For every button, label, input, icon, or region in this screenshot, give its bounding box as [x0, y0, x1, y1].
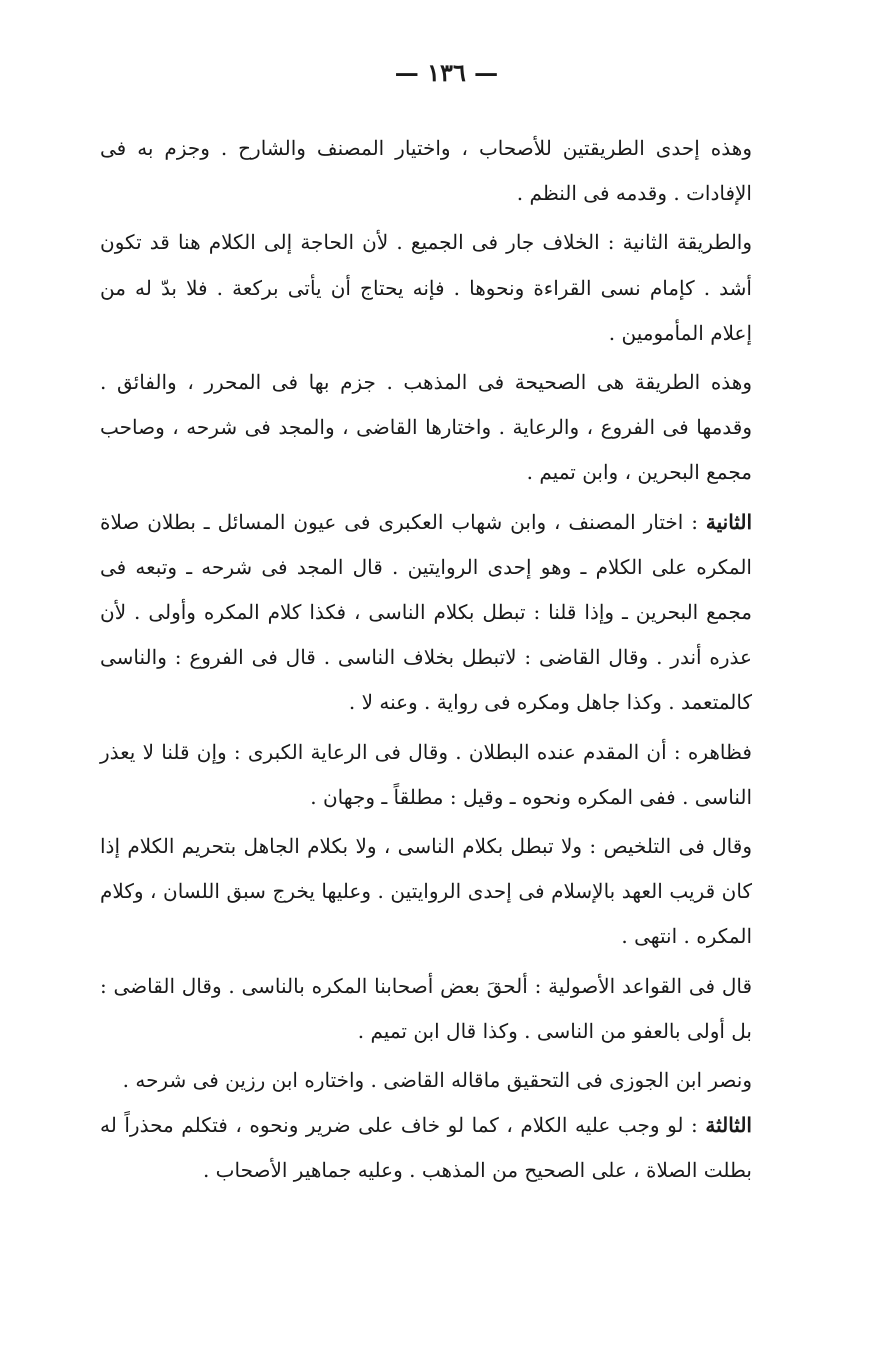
paragraph-6: وقال فى التلخيص : ولا تبطل بكلام الناسى ، ولا بكلام الجاهل بتحريم الكلام إذا كان قريب العهد بالإسلام فى إحدى الروايتين . وعليها يخرج سبق اللسان ، وكلام المكره . انتهى .	[100, 834, 752, 949]
paragraph-5: فظاهره : أن المقدم عنده البطلان . وقال فى الرعاية الكبرى : وإن قلنا لا يعذر الناسى . ففى المكره ونحوه ـ وقيل : مطلقاً ـ وجهان .	[100, 739, 752, 809]
paragraph-9-text: : لو وجب عليه الكلام ، كما لو خاف على ضرير ونحوه ، فتكلم محذراً له بطلت الصلاة ، على الصحيح من المذهب . وعليه جماهير الأصحاب .	[100, 1113, 752, 1183]
page-body	[100, 126, 752, 1194]
paragraph-7: قال فى القواعد الأصولية : ألحقَ بعض أصحابنا المكره بالناسى . وقال القاضى : بل أولى بالعفو من الناسى . وكذا قال ابن تميم .	[100, 973, 752, 1043]
paragraph-4	[100, 500, 752, 726]
paragraph-9	[100, 1103, 752, 1193]
section-lead-third: الثالثة	[705, 1113, 752, 1138]
paragraph-4-text: : اختار المصنف ، وابن شهاب العكبرى فى عيون المسائل ـ بطلان صلاة المكره على الكلام ـ وهو إحدى الروايتين . قال المجد فى شرحه ـ وتبعه فى مجمع البحرين ـ وإذا قلنا : تبطل بكلام الناسى ، فكذا كلام المكره وأولى . لأن عذره أندر . وقال القاضى : لاتبطل بخلاف الناسى . قال فى الفروع : والناسى كالمتعمد . وكذا جاهل ومكره فى رواية . وعنه لا .	[100, 509, 752, 715]
paragraph-1: وهذه إحدى الطريقتين للأصحاب ، واختيار المصنف والشارح . وجزم به فى الإفادات . وقدمه فى النظم .	[100, 136, 752, 206]
paragraph-2: والطريقة الثانية : الخلاف جار فى الجميع . لأن الحاجة إلى الكلام هنا قد تكون أشد . كإمام نسى القراءة ونحوها . فإنه يحتاج أن يأتى بركعة . فلا بدّ له من إعلام المأمومين .	[100, 230, 752, 345]
paragraph-3: وهذه الطريقة هى الصحيحة فى المذهب . جزم بها فى المحرر ، والفائق . وقدمها فى الفروع ، والرعاية . واختارها القاضى ، والمجد فى شرحه ، وصاحب مجمع البحرين ، وابن تميم .	[100, 370, 752, 485]
page-number: — ١٣٦ —	[394, 58, 499, 87]
paragraph-8: ونصر ابن الجوزى فى التحقيق ماقاله القاضى . واختاره ابن رزين فى شرحه .	[122, 1068, 752, 1093]
section-lead-second: الثانية	[705, 509, 752, 534]
